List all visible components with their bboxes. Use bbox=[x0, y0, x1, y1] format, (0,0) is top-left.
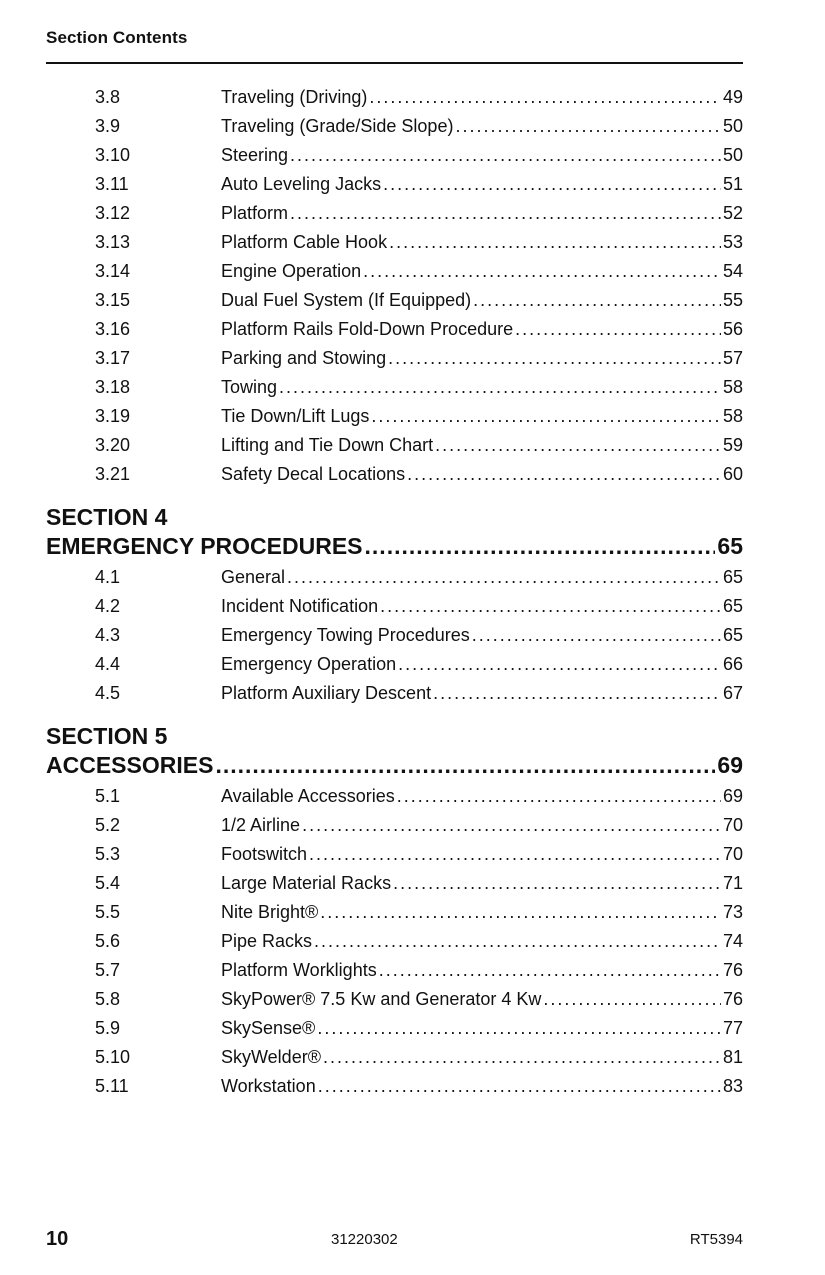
dot-leader bbox=[215, 750, 715, 780]
entry-page: 69 bbox=[722, 786, 743, 806]
entry-page: 74 bbox=[722, 931, 743, 951]
toc-entry[interactable] bbox=[46, 141, 743, 170]
entry-number: 5.2 bbox=[95, 815, 121, 835]
dot-leader bbox=[318, 1072, 721, 1101]
toc-entry[interactable] bbox=[46, 592, 743, 621]
entry-page: 81 bbox=[722, 1047, 743, 1067]
entry-number: 5.3 bbox=[95, 844, 121, 864]
entry-title: Workstation bbox=[221, 1076, 316, 1096]
toc-entry[interactable] bbox=[46, 927, 743, 956]
entry-number: 4.3 bbox=[95, 625, 121, 645]
dot-leader bbox=[279, 373, 721, 402]
dot-leader bbox=[290, 141, 721, 170]
dot-leader bbox=[379, 956, 721, 985]
dot-leader bbox=[393, 869, 721, 898]
toc-entry[interactable] bbox=[46, 402, 743, 431]
toc-group-section-4 bbox=[46, 504, 743, 708]
header-rule bbox=[46, 62, 743, 64]
entry-page: 65 bbox=[722, 596, 743, 616]
toc-entry[interactable] bbox=[46, 840, 743, 869]
toc-entry[interactable] bbox=[46, 869, 743, 898]
entry-title: Incident Notification bbox=[221, 596, 379, 616]
entry-page: 49 bbox=[722, 87, 743, 107]
entry-title: Tie Down/Lift Lugs bbox=[221, 406, 370, 426]
entry-page: 65 bbox=[722, 567, 743, 587]
entry-number: 5.4 bbox=[95, 873, 121, 893]
entry-page: 52 bbox=[722, 203, 743, 223]
entry-page: 57 bbox=[722, 348, 743, 368]
entry-page: 65 bbox=[722, 625, 743, 645]
entry-title: Nite Bright® bbox=[221, 902, 319, 922]
dot-leader bbox=[397, 782, 721, 811]
dot-leader bbox=[314, 927, 721, 956]
entry-title: Engine Operation bbox=[221, 261, 362, 281]
entry-title: Available Accessories bbox=[221, 786, 395, 806]
dot-leader bbox=[287, 563, 721, 592]
entry-page: 73 bbox=[722, 902, 743, 922]
toc-group-section-3 bbox=[46, 83, 743, 489]
entry-page: 58 bbox=[722, 406, 743, 426]
dot-leader bbox=[433, 679, 721, 708]
toc-entry[interactable] bbox=[46, 315, 743, 344]
entry-title: Platform Worklights bbox=[221, 960, 377, 980]
entry-number: 5.6 bbox=[95, 931, 121, 951]
entry-number: 5.9 bbox=[95, 1018, 121, 1038]
dot-leader bbox=[309, 840, 721, 869]
toc-entry[interactable] bbox=[46, 112, 743, 141]
entry-number: 5.11 bbox=[95, 1076, 129, 1096]
entry-page: 66 bbox=[722, 654, 743, 674]
entry-number: 4.1 bbox=[95, 567, 121, 587]
toc-entry[interactable] bbox=[46, 650, 743, 679]
entry-title: SkySense® bbox=[221, 1018, 316, 1038]
entry-title: Footswitch bbox=[221, 844, 308, 864]
entry-number: 3.16 bbox=[95, 319, 131, 339]
dot-leader bbox=[380, 592, 721, 621]
toc-entry[interactable] bbox=[46, 344, 743, 373]
entry-title: Large Material Racks bbox=[221, 873, 392, 893]
footer-doc-number: 31220302 bbox=[331, 1231, 398, 1248]
footer-page-number: 10 bbox=[46, 1228, 69, 1250]
entry-number: 4.2 bbox=[95, 596, 121, 616]
section-page: 69 bbox=[717, 752, 743, 778]
dot-leader bbox=[317, 1014, 721, 1043]
entry-page: 77 bbox=[722, 1018, 743, 1038]
entry-title: Platform Auxiliary Descent bbox=[221, 683, 432, 703]
entry-number: 5.7 bbox=[95, 960, 121, 980]
toc-group-section-5 bbox=[46, 723, 743, 1101]
section-page: 65 bbox=[717, 533, 743, 559]
entry-page: 60 bbox=[722, 464, 743, 484]
entry-title: Platform Cable Hook bbox=[221, 232, 388, 252]
dot-leader bbox=[472, 621, 721, 650]
section-heading[interactable] bbox=[46, 531, 743, 563]
table-of-contents bbox=[46, 83, 743, 1101]
dot-leader bbox=[455, 112, 721, 141]
entry-page: 70 bbox=[722, 844, 743, 864]
entry-title: 1/2 Airline bbox=[221, 815, 301, 835]
toc-entry[interactable] bbox=[46, 1043, 743, 1072]
entry-number: 3.9 bbox=[95, 116, 121, 136]
entry-title: Steering bbox=[221, 145, 289, 165]
entry-number: 3.8 bbox=[95, 87, 121, 107]
entry-page: 71 bbox=[722, 873, 743, 893]
toc-entry[interactable] bbox=[46, 563, 743, 592]
entry-number: 3.11 bbox=[95, 174, 129, 194]
toc-entry[interactable] bbox=[46, 170, 743, 199]
toc-entry[interactable] bbox=[46, 199, 743, 228]
entry-title: General bbox=[221, 567, 286, 587]
dot-leader bbox=[473, 286, 721, 315]
entry-page: 76 bbox=[722, 960, 743, 980]
dot-leader bbox=[290, 199, 721, 228]
dot-leader bbox=[389, 228, 721, 257]
entry-title: Lifting and Tie Down Chart bbox=[221, 435, 434, 455]
dot-leader bbox=[407, 460, 721, 489]
entry-title: Parking and Stowing bbox=[221, 348, 387, 368]
entry-title: Traveling (Driving) bbox=[221, 87, 368, 107]
entry-number: 3.15 bbox=[95, 290, 131, 310]
section-heading[interactable] bbox=[46, 750, 743, 782]
entry-title: Safety Decal Locations bbox=[221, 464, 406, 484]
entry-page: 50 bbox=[722, 145, 743, 165]
dot-leader bbox=[388, 344, 721, 373]
entry-title: Auto Leveling Jacks bbox=[221, 174, 382, 194]
entry-number: 4.4 bbox=[95, 654, 121, 674]
section-label: SECTION 5 bbox=[46, 723, 168, 749]
entry-number: 3.10 bbox=[95, 145, 131, 165]
entry-title: Traveling (Grade/Side Slope) bbox=[221, 116, 454, 136]
dot-leader bbox=[369, 83, 721, 112]
entry-title: SkyPower® 7.5 Kw and Generator 4 Kw bbox=[221, 989, 542, 1009]
dot-leader bbox=[302, 811, 721, 840]
toc-entry[interactable] bbox=[46, 431, 743, 460]
dot-leader bbox=[323, 1043, 721, 1072]
entry-number: 3.18 bbox=[95, 377, 131, 397]
section-title: ACCESSORIES bbox=[46, 752, 214, 778]
dot-leader bbox=[365, 531, 716, 561]
toc-entry[interactable] bbox=[46, 956, 743, 985]
entry-page: 83 bbox=[722, 1076, 743, 1096]
entry-number: 5.5 bbox=[95, 902, 121, 922]
toc-entry[interactable] bbox=[46, 898, 743, 927]
entry-page: 54 bbox=[722, 261, 743, 281]
entry-page: 70 bbox=[722, 815, 743, 835]
entry-page: 59 bbox=[722, 435, 743, 455]
entry-number: 3.21 bbox=[95, 464, 131, 484]
toc-entry[interactable] bbox=[46, 621, 743, 650]
toc-entry[interactable] bbox=[46, 286, 743, 315]
toc-entry[interactable] bbox=[46, 1072, 743, 1101]
entry-number: 3.19 bbox=[95, 406, 131, 426]
dot-leader bbox=[543, 985, 721, 1014]
entry-page: 56 bbox=[722, 319, 743, 339]
entry-page: 67 bbox=[722, 683, 743, 703]
toc-entry[interactable] bbox=[46, 782, 743, 811]
entry-page: 55 bbox=[722, 290, 743, 310]
toc-entry[interactable] bbox=[46, 679, 743, 708]
header-title: Section Contents bbox=[46, 28, 188, 47]
entry-number: 5.1 bbox=[95, 786, 121, 806]
entry-title: Dual Fuel System (If Equipped) bbox=[221, 290, 472, 310]
entry-title: Pipe Racks bbox=[221, 931, 313, 951]
footer-model: RT5394 bbox=[689, 1231, 743, 1248]
section-title: EMERGENCY PROCEDURES bbox=[46, 533, 363, 559]
dot-leader bbox=[363, 257, 721, 286]
entry-page: 51 bbox=[722, 174, 743, 194]
toc-entry[interactable] bbox=[46, 228, 743, 257]
section-label: SECTION 4 bbox=[46, 504, 168, 530]
entry-title: Platform Rails Fold-Down Procedure bbox=[221, 319, 514, 339]
dot-leader bbox=[398, 650, 721, 679]
entry-number: 5.8 bbox=[95, 989, 121, 1009]
toc-entry[interactable] bbox=[46, 83, 743, 112]
dot-leader bbox=[320, 898, 721, 927]
entry-number: 3.17 bbox=[95, 348, 131, 368]
toc-entry[interactable] bbox=[46, 257, 743, 286]
toc-entry[interactable] bbox=[46, 811, 743, 840]
dot-leader bbox=[383, 170, 721, 199]
entry-number: 3.13 bbox=[95, 232, 131, 252]
entry-page: 58 bbox=[722, 377, 743, 397]
entry-title: Platform bbox=[221, 203, 289, 223]
dot-leader bbox=[435, 431, 721, 460]
entry-number: 5.10 bbox=[95, 1047, 131, 1067]
entry-page: 50 bbox=[722, 116, 743, 136]
entry-page: 76 bbox=[722, 989, 743, 1009]
entry-number: 3.12 bbox=[95, 203, 131, 223]
entry-number: 4.5 bbox=[95, 683, 121, 703]
entry-title: SkyWelder® bbox=[221, 1047, 321, 1067]
entry-title: Emergency Towing Procedures bbox=[221, 625, 470, 645]
dot-leader bbox=[371, 402, 721, 431]
entry-number: 3.14 bbox=[95, 261, 131, 281]
entry-title: Emergency Operation bbox=[221, 654, 397, 674]
toc-entry[interactable] bbox=[46, 985, 743, 1014]
entry-page: 53 bbox=[722, 232, 743, 252]
toc-entry[interactable] bbox=[46, 1014, 743, 1043]
toc-entry[interactable] bbox=[46, 373, 743, 402]
toc-entry[interactable] bbox=[46, 460, 743, 489]
dot-leader bbox=[515, 315, 721, 344]
entry-title: Towing bbox=[221, 377, 278, 397]
entry-number: 3.20 bbox=[95, 435, 131, 455]
